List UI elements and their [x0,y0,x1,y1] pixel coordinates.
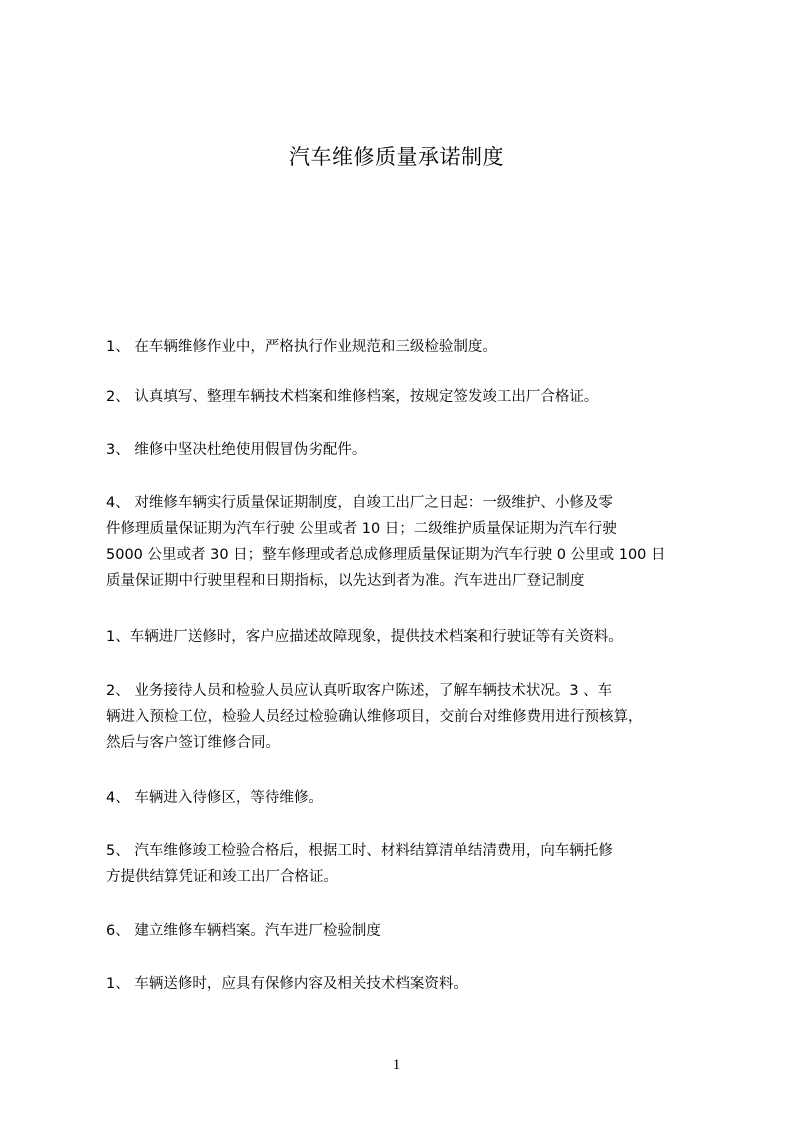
paragraph-line: 件修理质量保证期为汽车行驶 公里或者 10 日；二级维护质量保证期为汽车行驶 [106,521,617,537]
paragraph-line: 2、 认真填写、整理车辆技术档案和维修档案，按规定签发竣工出厂合格证。 [106,389,599,405]
paragraph-1 [106,334,712,360]
paragraph-line: 质量保证期中行驶里程和日期指标，以先达到者为准。汽车进出厂登记制度 [106,573,585,589]
paragraph-6 [106,678,712,756]
paragraph-10 [106,971,712,997]
document-title: 汽车维修质量承诺制度 [289,145,504,169]
page-number: 1 [392,1057,401,1073]
paragraph-line: 1、车辆进厂送修时，客户应描述故障现象，提供技术档案和行驶证等有关资料。 [106,629,623,645]
paragraph-line: 4、 车辆进入待修区，等待维修。 [106,790,323,806]
paragraph-5 [106,624,712,650]
paragraph-line: 1、 在车辆维修作业中，严格执行作业规范和三级检验制度。 [106,339,497,355]
paragraph-line: 辆进入预检工位，检验人员经过检验确认维修项目，交前台对维修费用进行预核算， [106,709,643,725]
paragraph-3 [106,437,712,463]
paragraph-line: 4、 对维修车辆实行质量保证期制度，自竣工出厂之日起：一级维护、小修及零 [106,495,613,511]
paragraph-7 [106,785,712,811]
paragraph-line: 2、 业务接待人员和检验人员应认真听取客户陈述，了解车辆技术状况。3 、车 [106,683,613,699]
paragraph-4 [106,490,712,594]
paragraph-line: 3、 维修中坚决杜绝使用假冒伪劣配件。 [106,442,367,458]
paragraph-line: 1、 车辆送修时，应具有保修内容及相关技术档案资料。 [106,976,468,992]
paragraph-9 [106,918,712,944]
paragraph-line: 方提供结算凭证和竣工出厂合格证。 [106,869,338,885]
paragraph-line: 5、 汽车维修竣工检验合格后，根据工时、材料结算清单结清费用，向车辆托修 [106,843,613,859]
paragraph-2 [106,384,712,410]
paragraph-line: 6、 建立维修车辆档案。汽车进厂检验制度 [106,923,381,939]
paragraph-line: 5000 公里或者 30 日；整车修理或者总成修理质量保证期为汽车行驶 0 公里或 100 日 [106,547,666,563]
paragraph-8 [106,838,712,890]
paragraph-line: 然后与客户签订维修合同。 [106,735,280,751]
